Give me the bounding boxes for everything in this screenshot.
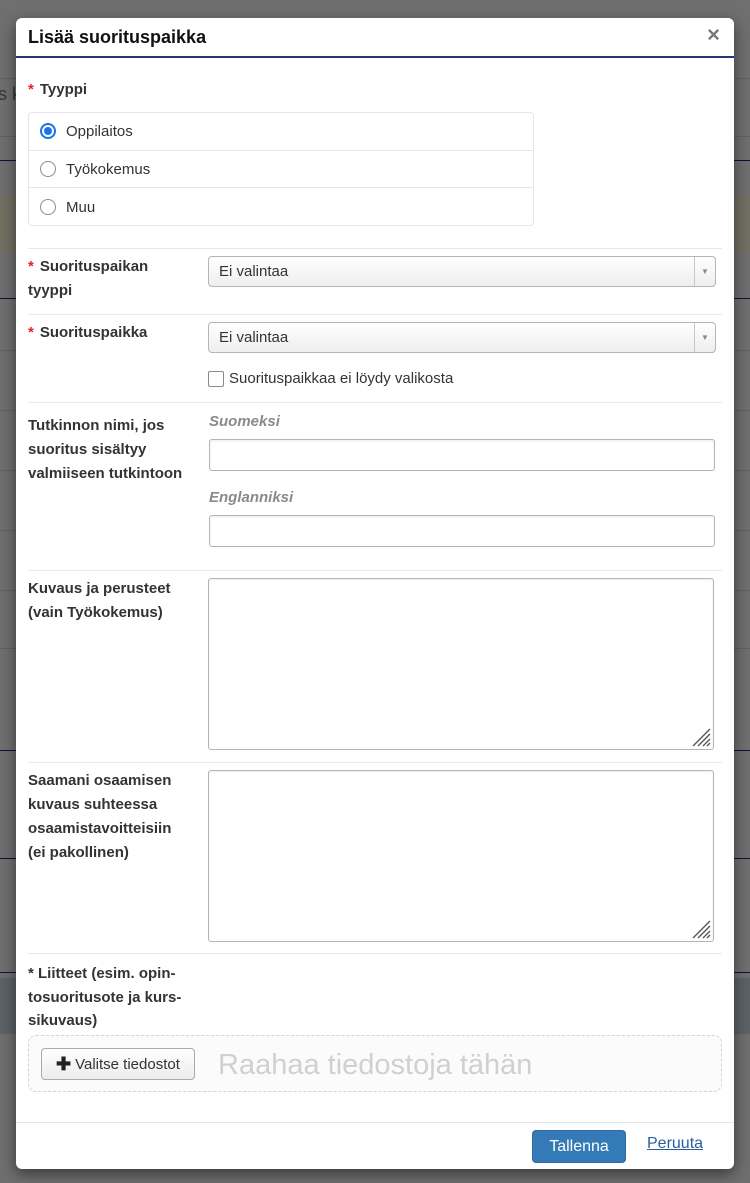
resize-handle-icon[interactable] [691,919,711,939]
label-line: Saamani osaamisen [28,772,172,789]
label-line: Tutkinnon nimi, jos [28,417,165,434]
attachments-label [28,962,208,1033]
dropdown-arrow-icon[interactable]: ▼ [694,323,715,352]
radio-option-tyokokemus[interactable] [29,151,533,189]
label-line: * Liitteet (esim. opin- [28,965,176,982]
divider [28,953,722,954]
label-line: Kuvaus ja perusteet [28,580,171,597]
label-line: valmiiseen tutkintoon [28,465,183,482]
divider [28,762,722,763]
competence-textarea[interactable] [208,770,714,942]
file-dropzone[interactable] [28,1035,722,1092]
radio-option-oppilaitos[interactable] [29,113,533,151]
label-line: suoritus sisältyy [28,441,147,458]
radio-unchecked-icon[interactable] [40,161,56,177]
add-location-dialog [16,18,734,1169]
type-radio-group [28,112,534,226]
cancel-link[interactable]: Peruuta [647,1135,704,1152]
label-text: Suorituspaikka [39,324,148,341]
divider [28,314,722,315]
radio-label: Työkokemus [66,160,151,178]
radio-label: Oppilaitos [66,122,133,140]
select-value: Ei valintaa [219,329,289,346]
label-line: osaamistavoitteisiin [28,820,172,837]
location-label [28,321,198,345]
degree-name-english-input[interactable] [209,515,715,547]
competence-label [28,769,198,865]
description-label [28,577,198,625]
modal-title: Lisää suorituspaikka [28,27,207,47]
drop-hint: Raahaa tiedostoja tähän [218,1049,533,1081]
location-type-select[interactable] [208,256,716,287]
label-line: (ei pakollinen) [28,844,129,861]
english-label: Englanniksi [209,489,294,506]
degree-name-finnish-input[interactable] [209,439,715,471]
required-marker: * [28,258,34,275]
radio-label: Muu [66,198,96,216]
dropdown-arrow-icon[interactable]: ▼ [694,257,715,286]
required-marker: * [28,81,34,98]
resize-handle-icon[interactable] [691,727,711,747]
type-label-text: Tyyppi [39,81,88,98]
required-marker: * [28,324,34,341]
label-line: tyyppi [28,282,73,299]
plus-icon: ✚ [56,1054,72,1074]
label-line: sikuvaus) [28,1012,98,1029]
location-not-found-checkbox[interactable] [208,371,224,387]
save-button[interactable]: Tallenna [532,1130,626,1163]
radio-option-muu[interactable] [29,188,533,226]
checkbox-label: Suorituspaikkaa ei löydy valikosta [229,370,454,387]
divider [28,570,722,571]
divider [28,248,722,249]
type-label [28,78,87,102]
location-not-found-checkbox-row[interactable] [208,370,453,387]
degree-name-label [28,414,198,486]
select-value: Ei valintaa [219,263,289,280]
label-line: tosuoritusote ja kurs- [28,988,182,1006]
label-line: kuvaus suhteessa [28,796,158,813]
label-line: (vain Työkokemus) [28,604,163,621]
finnish-label: Suomeksi [209,413,280,430]
label-line: Suorituspaikan [39,258,149,275]
location-type-label [28,255,198,303]
close-icon[interactable]: × [707,22,720,47]
choose-files-button[interactable] [41,1048,195,1080]
modal-footer [16,1122,734,1169]
radio-checked-icon[interactable] [40,123,56,139]
modal-header [16,18,734,58]
choose-files-label: Valitse tiedostot [75,1055,180,1073]
radio-unchecked-icon[interactable] [40,199,56,215]
location-select[interactable] [208,322,716,353]
divider [28,402,722,403]
description-textarea[interactable] [208,578,714,750]
